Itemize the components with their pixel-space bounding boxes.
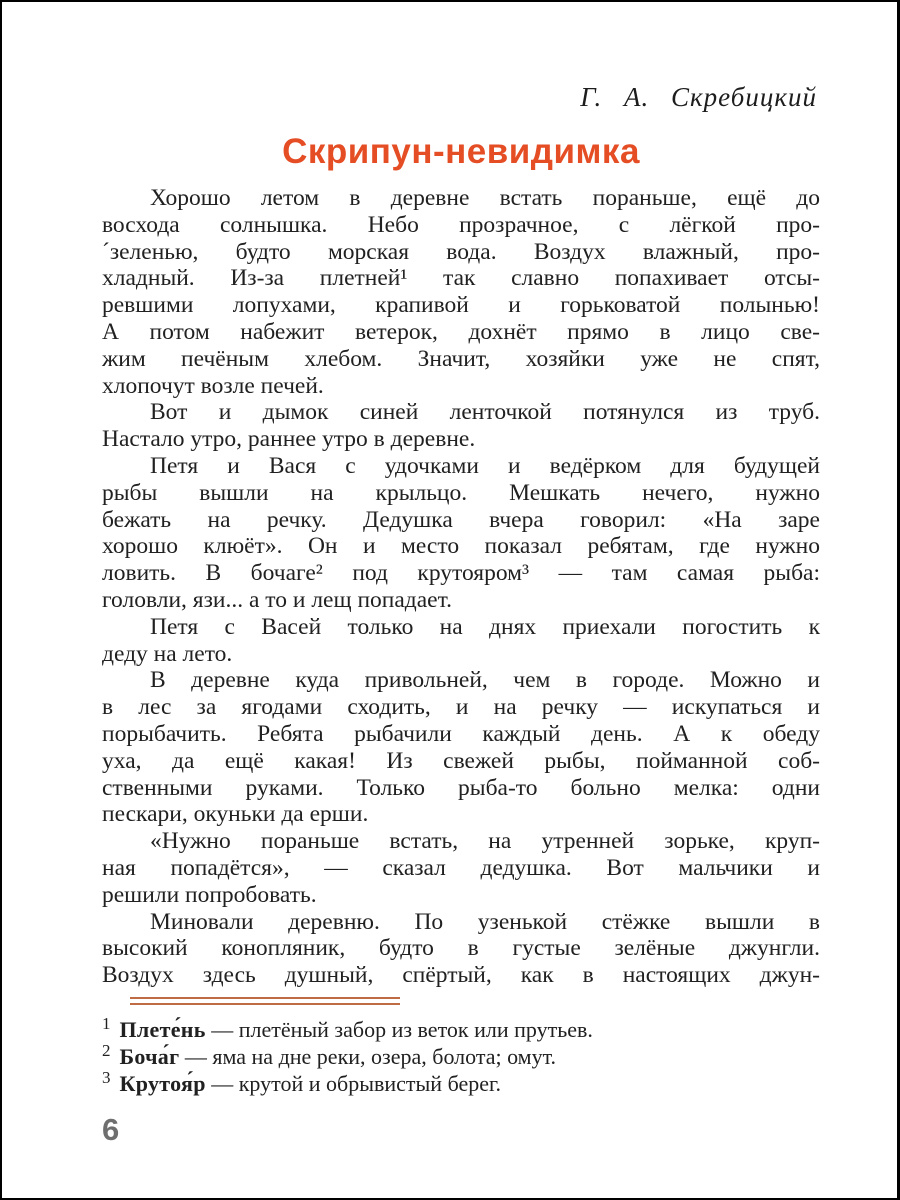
story-line: решили попробовать. <box>102 881 317 908</box>
story-line: рыбы вышли на крыльцо. Мешкать нечего, нужно <box>102 479 820 506</box>
story-line: Воздух здесь душный, спёртый, как в настоящих джун- <box>102 962 820 989</box>
story-line: хорошо клюёт». Он и место показал ребятам, где нужно <box>102 533 820 560</box>
footnote-definition: — крутой и обрывистый берег. <box>205 1071 502 1097</box>
footnote-number: 1 <box>102 1013 111 1033</box>
story-text <box>102 185 820 989</box>
story-line: Настало утро, раннее утро в деревне. <box>102 426 476 453</box>
story-line: деду на лето. <box>102 640 233 667</box>
story-line: хладный. Из-за плетней¹ так славно попахивает отсы- <box>102 265 820 292</box>
footnote-definition: — яма на дне реки, озера, болота; омут. <box>179 1044 557 1070</box>
story-line: «Нужно пораньше встать, на утренней зорьке, круп- <box>150 828 820 855</box>
story-line: ловить. В бочаге² под крутояром³ — там самая рыба: <box>102 560 820 587</box>
footnotes-block <box>102 1013 820 1098</box>
footnote-item <box>102 1013 820 1043</box>
story-line: ´зеленью, будто морская вода. Воздух влажный, про- <box>102 238 820 265</box>
story-line: Миновали деревню. По узенькой стёжке вышли в <box>150 908 820 935</box>
footnote-divider <box>130 997 400 1005</box>
story-line: жим печёным хлебом. Значит, хозяйки уже не спят, <box>102 345 820 372</box>
story-line: головли, язи... а то и лещ попадает. <box>102 586 452 613</box>
story-line: А потом набежит ветерок, дохнёт прямо в лицо све- <box>102 318 820 345</box>
story-line: бежать на речку. Дедушка вчера говорил: «На заре <box>102 506 820 533</box>
story-line: Хорошо летом в деревне встать пораньше, ещё до <box>150 185 820 211</box>
story-line: в лес за ягодами сходить, и на речку — искупаться и <box>102 694 820 721</box>
story-line: ревшими лопухами, крапивой и горьковатой полынью! <box>102 292 820 319</box>
page-title: Скрипун-невидимка <box>282 132 640 171</box>
story-line: пескари, окуньки да ерши. <box>102 801 369 828</box>
story-line: Петя с Васей только на днях приехали погостить к <box>150 613 820 640</box>
page-number: 6 <box>102 1112 120 1147</box>
story-line: уха, да ещё какая! Из свежей рыбы, пойманной соб- <box>102 747 820 774</box>
footnote-number: 3 <box>102 1068 111 1088</box>
story-line: Петя и Вася с удочками и ведёрком для будущей <box>150 452 820 479</box>
story-line: высокий конопляник, будто в густые зелёные джунгли. <box>102 935 820 962</box>
story-line: восхода солнышка. Небо прозрачное, с лёгкой про- <box>102 211 820 238</box>
footnote-item <box>102 1070 820 1097</box>
footnote-term: Плете́нь <box>119 1017 206 1042</box>
author-byline: Г. А. Скребицкий <box>580 82 817 112</box>
story-line: ная попадётся», — сказал дедушка. Вот мальчики и <box>102 854 820 881</box>
footnote-number: 2 <box>102 1040 111 1060</box>
story-line: порыбачить. Ребята рыбачили каждый день. А к обеду <box>102 720 820 747</box>
footnote-item <box>102 1040 820 1070</box>
footnote-term: Крутоя́р <box>119 1071 206 1097</box>
story-line: хлопочут возле печей. <box>102 372 324 399</box>
footnote-term: Боча́г <box>119 1044 180 1070</box>
footnote-definition: — плетёный забор из веток или прутьев. <box>205 1017 593 1042</box>
story-line: В деревне куда привольней, чем в городе. Можно и <box>150 667 820 694</box>
story-line: Вот и дымок синей ленточкой потянулся из труб. <box>150 399 820 426</box>
story-line: ственными руками. Только рыба-то больно мелка: одни <box>102 774 820 801</box>
